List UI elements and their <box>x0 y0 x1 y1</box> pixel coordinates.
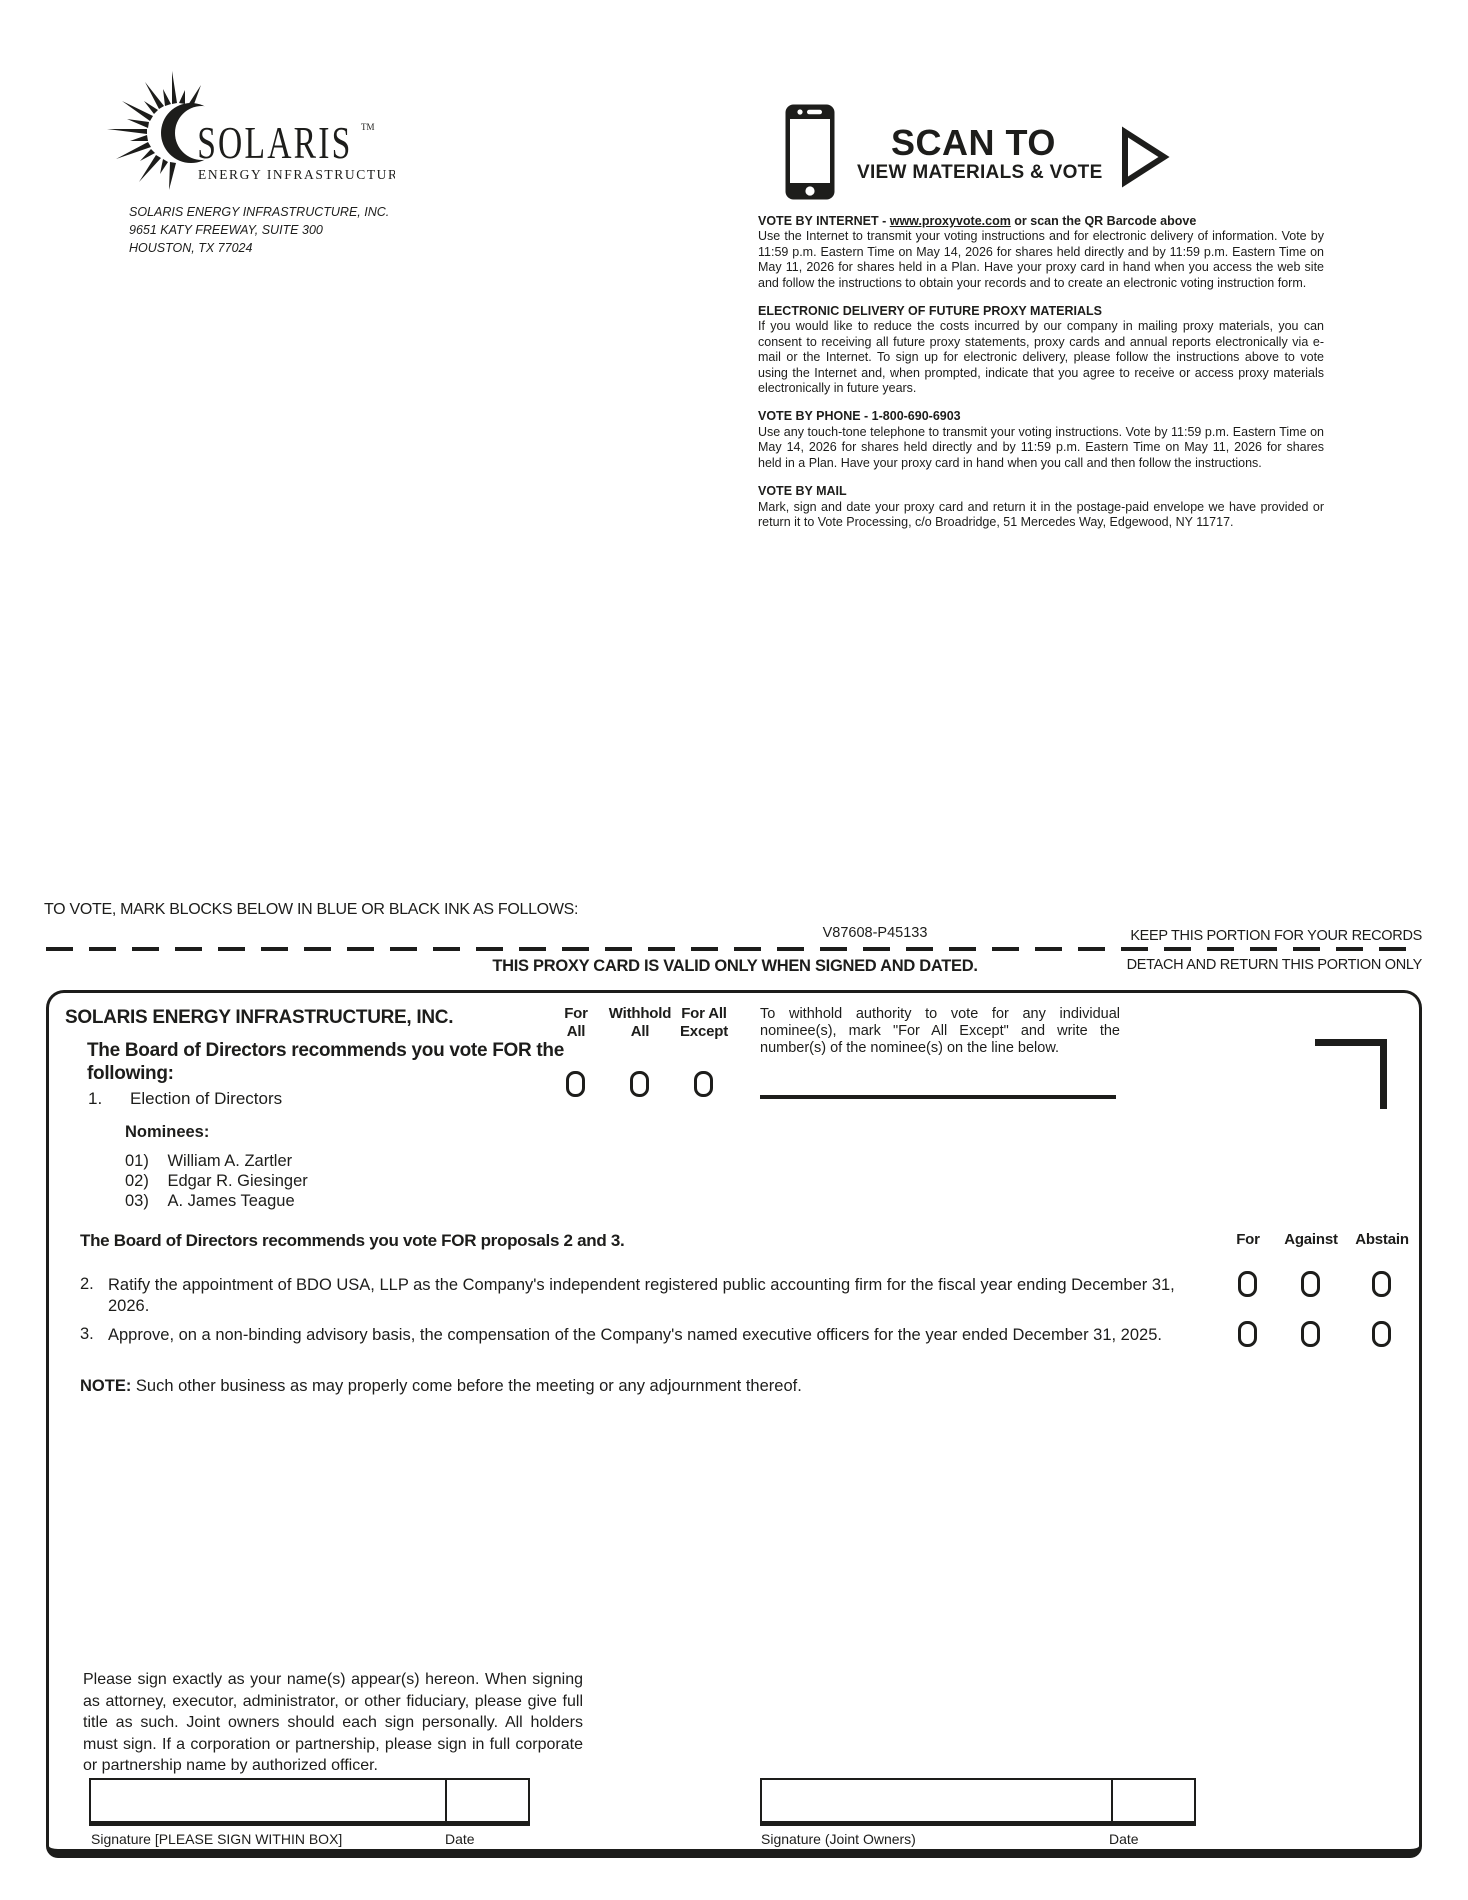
logo-wordmark: SOLARIS <box>197 116 353 169</box>
checkbox-proposal2-abstain[interactable] <box>1372 1271 1391 1297</box>
checkbox-proposal3-against[interactable] <box>1301 1321 1320 1347</box>
heading-text: or scan the QR Barcode above <box>1010 214 1197 228</box>
nominee-name: William A. Zartler <box>167 1152 293 1170</box>
checkbox-proposal3-abstain[interactable] <box>1372 1321 1391 1347</box>
proxyvote-link[interactable]: www.proxyvote.com <box>889 214 1011 228</box>
vote-by-mail-body: Mark, sign and date your proxy card and return it in the postage-paid envelope we have provided or return it to Vote Processing, c/o Broadridge, 51 Mercedes Way, Edgewood, NY 11717. <box>758 499 1324 529</box>
keep-portion-note: KEEP THIS PORTION FOR YOUR RECORDS <box>1130 928 1422 944</box>
column-header-abstain: Abstain <box>1355 1231 1409 1248</box>
signature-box-joint[interactable] <box>760 1778 1196 1826</box>
vote-by-phone-section <box>758 409 1324 471</box>
company-logo <box>95 58 395 208</box>
proposal-3-text: Approve, on a non-binding advisory basis, the compensation of the Company's named executive officers for the year ended December 31, 2025. <box>108 1326 1162 1344</box>
proposal-1-number: 1. <box>88 1089 103 1108</box>
detach-return-note: DETACH AND RETURN THIS PORTION ONLY <box>1126 957 1422 973</box>
nominee-number: 03) <box>125 1192 149 1210</box>
sunburst-logo-icon <box>95 58 395 208</box>
nominees-label: Nominees: <box>125 1123 210 1141</box>
nominee-name: A. James Teague <box>167 1192 295 1210</box>
nominee-item <box>125 1172 308 1191</box>
address-line: SOLARIS ENERGY INFRASTRUCTURE, INC. <box>129 205 390 219</box>
vote-by-internet-heading <box>758 214 1324 229</box>
detach-dashed-line <box>46 947 1422 951</box>
electronic-delivery-heading: ELECTRONIC DELIVERY OF FUTURE PROXY MATERIALS <box>758 304 1103 319</box>
board-recommendation-1: The Board of Directors recommends you vote FOR the following: <box>87 1040 564 1084</box>
address-line: 9651 KATY FREEWAY, SUITE 300 <box>129 223 323 237</box>
vote-by-internet-section <box>758 214 1324 291</box>
sign-instructions: Please sign exactly as your name(s) appear(s) hereon. When signing as attorney, executor, administrator, or other fiduciary, please give full title as such. Joint owners should each sign personally. All holders must sign. If a corporation or partnership, please sign in full corporate or partnership name by authorized officer. <box>83 1671 583 1774</box>
phone-icon <box>784 103 836 201</box>
note-text: Such other business as may properly come before the meeting or any adjournment thereof. <box>131 1377 802 1395</box>
proposal-2-number: 2. <box>80 1275 94 1293</box>
card-company-name: SOLARIS ENERGY INFRASTRUCTURE, INC. <box>65 1007 454 1028</box>
column-header-line: Withhold <box>608 1005 672 1022</box>
mark-blocks-instruction: TO VOTE, MARK BLOCKS BELOW IN BLUE OR BLACK INK AS FOLLOWS: <box>44 901 579 918</box>
control-number: V87608-P45133 <box>822 925 928 941</box>
withhold-authority-note: To withhold authority to vote for any individual nominee(s), mark "For All Except" and write the number(s) of the nominee(s) on the line below. <box>760 1006 1120 1056</box>
board-recommendation-2: The Board of Directors recommends you vote FOR proposals 2 and 3. <box>80 1231 625 1250</box>
signature-box-primary[interactable] <box>89 1778 530 1826</box>
column-header-against: Against <box>1284 1231 1338 1248</box>
signature-label-primary: Signature [PLEASE SIGN WITHIN BOX] <box>91 1831 343 1847</box>
proposal-1-title: Election of Directors <box>130 1089 283 1108</box>
vote-by-phone-heading: VOTE BY PHONE - 1-800-690-6903 <box>758 409 961 424</box>
company-address <box>129 203 389 257</box>
nominee-number: 01) <box>125 1152 149 1170</box>
vote-by-internet-body: Use the Internet to transmit your voting instructions and for electronic delivery of information. Vote by 11:59 p.m. Eastern Time on May 14, 2026 for shares held directly and by 11:59 p.m. Eastern Time on May 11, 2026 for shares held in a Plan. Have your proxy card in hand when you access the web site and follow the instructions to obtain your records and to create an electronic voting instruction form. <box>758 229 1324 290</box>
date-label-joint: Date <box>1109 1831 1139 1847</box>
logo-trademark: TM <box>361 122 375 132</box>
address-line: HOUSTON, TX 77024 <box>129 241 253 255</box>
column-header-line: All <box>566 1022 586 1040</box>
electronic-delivery-body: If you would like to reduce the costs incurred by our company in mailing proxy materials, you can consent to receiving all future proxy statements, proxy cards and annual reports electronically via e-mail or the Internet. To sign up for electronic delivery, please follow the instructions above to vote using the Internet and, when prompted, indicate that you agree to receive or access proxy materials electronically in future years. <box>758 319 1324 396</box>
note-row <box>80 1377 802 1396</box>
column-header-line: All <box>630 1022 650 1040</box>
logo-tagline: ENERGY INFRASTRUCTURE <box>198 167 395 182</box>
date-label-primary: Date <box>445 1831 475 1847</box>
proposal-3-number: 3. <box>80 1325 94 1343</box>
column-header-line: For <box>564 1005 588 1022</box>
corner-bracket-horizontal <box>1315 1039 1387 1046</box>
vote-by-mail-section <box>758 484 1324 530</box>
proposal-2-text: Ratify the appointment of BDO USA, LLP as the Company's independent registered public accounting firm for the fiscal year ending December 31, 2026. <box>108 1276 1175 1315</box>
heading-text: VOTE BY INTERNET - <box>758 214 890 228</box>
checkbox-proposal1-for-all-except[interactable] <box>694 1071 713 1097</box>
vote-instructions-column <box>758 214 1324 543</box>
column-header-for-all-except <box>659 1005 749 1040</box>
ballot-card <box>46 990 1422 1858</box>
checkbox-proposal2-against[interactable] <box>1301 1271 1320 1297</box>
signature-date-divider <box>445 1780 447 1821</box>
checkbox-proposal1-for-all[interactable] <box>566 1071 585 1097</box>
valid-when-signed-note: THIS PROXY CARD IS VALID ONLY WHEN SIGNED AND DATED. <box>492 957 978 975</box>
checkbox-proposal2-for[interactable] <box>1238 1271 1257 1297</box>
column-header-line: For All <box>681 1005 727 1022</box>
corner-bracket-vertical <box>1380 1039 1387 1109</box>
signature-date-divider <box>1111 1780 1113 1821</box>
vote-by-phone-body: Use any touch-tone telephone to transmit your voting instructions. Vote by 11:59 p.m. Eastern Time on May 14, 2026 for shares held directly and by 11:59 p.m. Eastern Time on May 11, 2026 for shares held in a Plan. Have your proxy card in hand when you call and then follow the instructions. <box>758 424 1324 470</box>
nominee-item <box>125 1152 292 1171</box>
column-header-for: For <box>1236 1231 1260 1248</box>
scan-to-title: SCAN TO <box>891 122 1056 163</box>
note-label: NOTE: <box>80 1377 132 1395</box>
signature-label-joint: Signature (Joint Owners) <box>761 1831 916 1847</box>
arrow-right-icon <box>1118 126 1172 188</box>
checkbox-proposal1-withhold-all[interactable] <box>630 1071 649 1097</box>
nominee-item <box>125 1192 295 1211</box>
electronic-delivery-section <box>758 304 1324 396</box>
checkbox-proposal3-for[interactable] <box>1238 1321 1257 1347</box>
nominee-name: Edgar R. Giesinger <box>167 1172 308 1190</box>
vote-by-mail-heading: VOTE BY MAIL <box>758 484 847 499</box>
column-header-line: Except <box>680 1022 728 1040</box>
scan-to-subtitle: VIEW MATERIALS & VOTE <box>857 162 1103 183</box>
nominee-exception-line[interactable] <box>760 1095 1116 1099</box>
nominee-number: 02) <box>125 1172 149 1190</box>
